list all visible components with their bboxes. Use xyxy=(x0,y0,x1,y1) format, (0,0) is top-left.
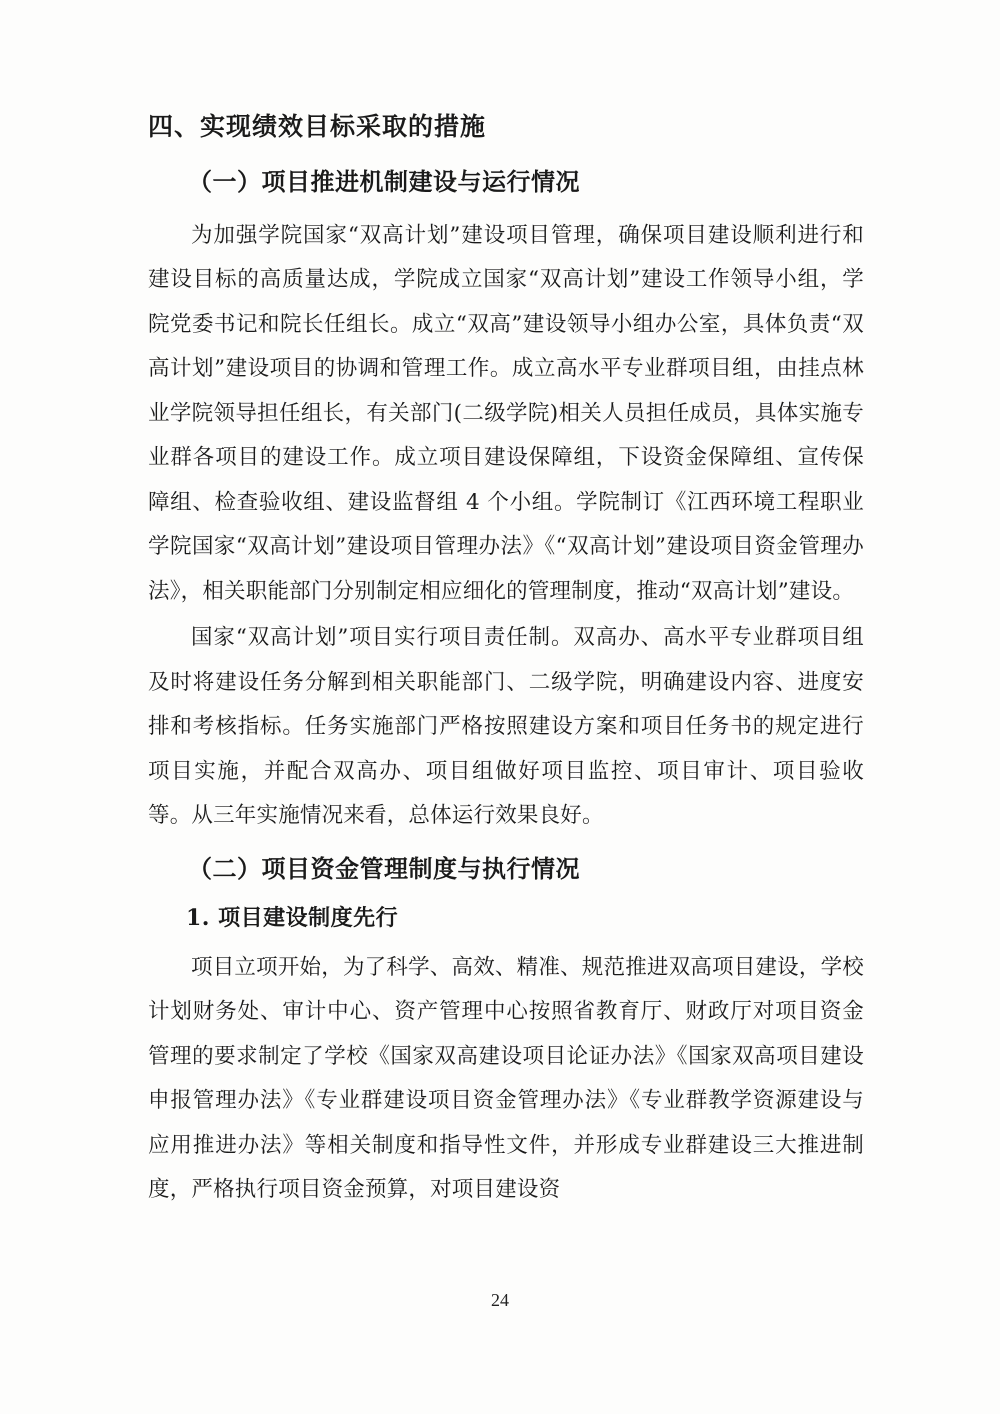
paragraph-1: 为加强学院国家“双高计划”建设项目管理，确保项目建设顺利进行和建设目标的高质量达成，学院成立国家“双高计划”建设工作领导小组，学院党委书记和院长任组长。成立“双高”建设领导小组办公室，具体负责“双高计划”建设项目的协调和管理工作。成立高水平专业群项目组，由挂点林业学院领导担任组长，有关部门(二级学院)相关人员担任成员，具体实施专业群各项目的建设工作。成立项目建设保障组，下设资金保障组、宣传保障组、检查验收组、建设监督组 4 个小组。学院制订《江西环境工程职业学院国家“双高计划”建设项目管理办法》《“双高计划”建设项目资金管理办法》，相关职能部门分别制定相应细化的管理制度，推动“双高计划”建设。 xyxy=(148,222,864,604)
spacer xyxy=(148,841,864,851)
subsection-heading-1: （一）项目推进机制建设与运行情况 xyxy=(188,166,580,196)
paragraph-2: 国家“双高计划”项目实行项目责任制。双高办、高水平专业群项目组及时将建设任务分解到相关职能部门、二级学院，明确建设内容、进度安排和考核指标。任务实施部门严格按照建设方案和项目任务书的规定进行项目实施，并配合双高办、项目组做好项目监控、项目审计、项目验收等。从三年实施情况来看，总体运行效果良好。 xyxy=(148,625,864,828)
page-number: 24 xyxy=(491,1290,509,1310)
document-body xyxy=(148,108,864,1215)
item-heading-1: 1. 项目建设制度先行 xyxy=(186,904,399,931)
section-heading: 四、实现绩效目标采取的措施 xyxy=(148,112,487,141)
subsection-heading-2: （二）项目资金管理制度与执行情况 xyxy=(188,853,580,883)
paragraph-3: 项目立项开始，为了科学、高效、精准、规范推进双高项目建设，学校计划财务处、审计中心、资产管理中心按照省教育厅、财政厅对项目资金管理的要求制定了学校《国家双高建设项目论证办法》《国家双高项目建设申报管理办法》《专业群建设项目资金管理办法》《专业群教学资源建设与应用推进办法》等相关制度和指导性文件，并形成专业群建设三大推进制度，严格执行项目资金预算，对项目建设资 xyxy=(148,954,864,1203)
